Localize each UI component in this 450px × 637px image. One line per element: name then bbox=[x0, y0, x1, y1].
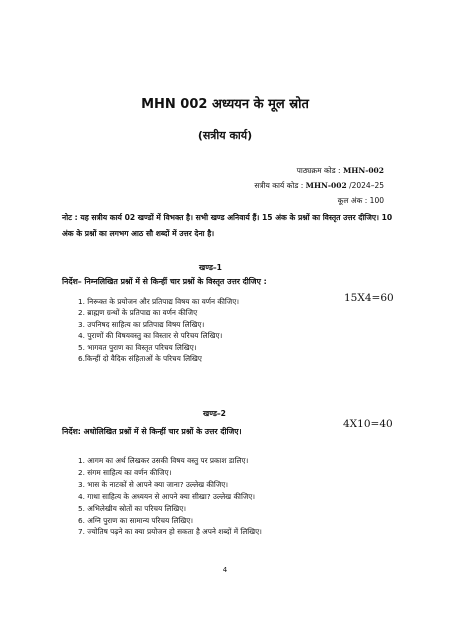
section-1-question-list bbox=[78, 296, 239, 364]
note-paragraph: नोट : यह सत्रीय कार्य 02 खण्डों में विभक्त है। सभी खण्ड अनिवार्य हैं। 15 अंक के प्रश्नों का विस्तृत उत्तर दीजिए। 10 अंक के प्रश्नों का लगभग आठ सौ शब्दों में उत्तर देना है। bbox=[62, 213, 393, 238]
page-subtitle: (सत्रीय कार्य) bbox=[197, 129, 253, 142]
question-item: 2. संगम साहित्य का वर्णन कीजिए। bbox=[78, 467, 172, 477]
section-2-heading: खण्ड–2 bbox=[203, 409, 226, 418]
question-item: 6. अग्नि पुराण का सामान्य परिचय लिखिए। bbox=[78, 515, 194, 525]
question-item: 3. भास के नाटकों से आपने क्या जाना? उल्लेख कीजिए। bbox=[78, 479, 229, 489]
section-1-instruction: निर्देश– निम्नलिखित प्रश्नों में से किन्हीं चार प्रश्नों के विस्तृत उत्तर दीजिए : bbox=[62, 277, 267, 286]
question-item: 1. आगम का अर्थ लिखकर उसकी विषय वस्तु पर प्रकाश डालिए। bbox=[78, 456, 249, 465]
question-item: 5. अभिलेखीय स्रोतों का परिचय लिखिए। bbox=[78, 503, 187, 513]
assignment-year: /2024–25 bbox=[349, 181, 384, 190]
question-item: 5. भागवत पुराण का विस्तृत परिचय लिखिए। bbox=[78, 342, 197, 352]
assignment-code: MHN-002 bbox=[305, 181, 347, 190]
question-item: 3. उपनिषद साहित्य का प्रतिपाद्य विषय लिखिए। bbox=[78, 319, 205, 329]
section-1-heading: खण्ड–1 bbox=[199, 263, 222, 272]
section-2-question-list bbox=[78, 455, 262, 538]
page-number: 4 bbox=[222, 566, 228, 574]
section-2-instruction: निर्देश: अधोलिखित प्रश्नों में से किन्हीं चार प्रश्नों के उत्तर दीजिए। bbox=[62, 427, 242, 436]
course-code-line bbox=[297, 166, 384, 176]
total-marks-line bbox=[338, 196, 384, 206]
question-item: 1. निरूक्त के प्रयोजन और प्रतिपाद्य विषय का वर्णन कीजिए। bbox=[78, 297, 240, 306]
question-item: 6.किन्हीं दो वैदिक संहिताओं के परिचय लिखिए bbox=[78, 354, 202, 364]
total-marks: 100 bbox=[369, 196, 384, 205]
section-2-marks: 4X10=40 bbox=[343, 418, 393, 430]
assignment-code-label: सत्रीय कार्य कोड : bbox=[254, 181, 304, 190]
page-title: MHN 002 अध्ययन के मूल स्रोत bbox=[141, 97, 309, 112]
section-1-marks: 15X4=60 bbox=[344, 292, 394, 304]
course-code-label: पाठ्यक्रम कोड : bbox=[296, 166, 341, 175]
question-item: 4. पुराणों की विषयवस्तु का विस्तार से परिचय लिखिए। bbox=[78, 331, 223, 341]
question-item: 2. ब्राह्मण ग्रन्थों के प्रतिपाद्य का वर्णन कीजिए bbox=[78, 308, 198, 318]
assignment-code-line bbox=[254, 181, 384, 191]
course-code: MHN-002 bbox=[342, 166, 384, 175]
question-item: 7. ज्योतिष पढ़ने का क्या प्रयोजन हो सकता है अपने शब्दों में लिखिए। bbox=[78, 527, 262, 537]
total-marks-label: कूल अंक : bbox=[337, 196, 368, 205]
question-item: 4. गाथा साहित्य के अध्ययन से आपने क्या सीखा? उल्लेख कीजिए। bbox=[78, 491, 256, 501]
